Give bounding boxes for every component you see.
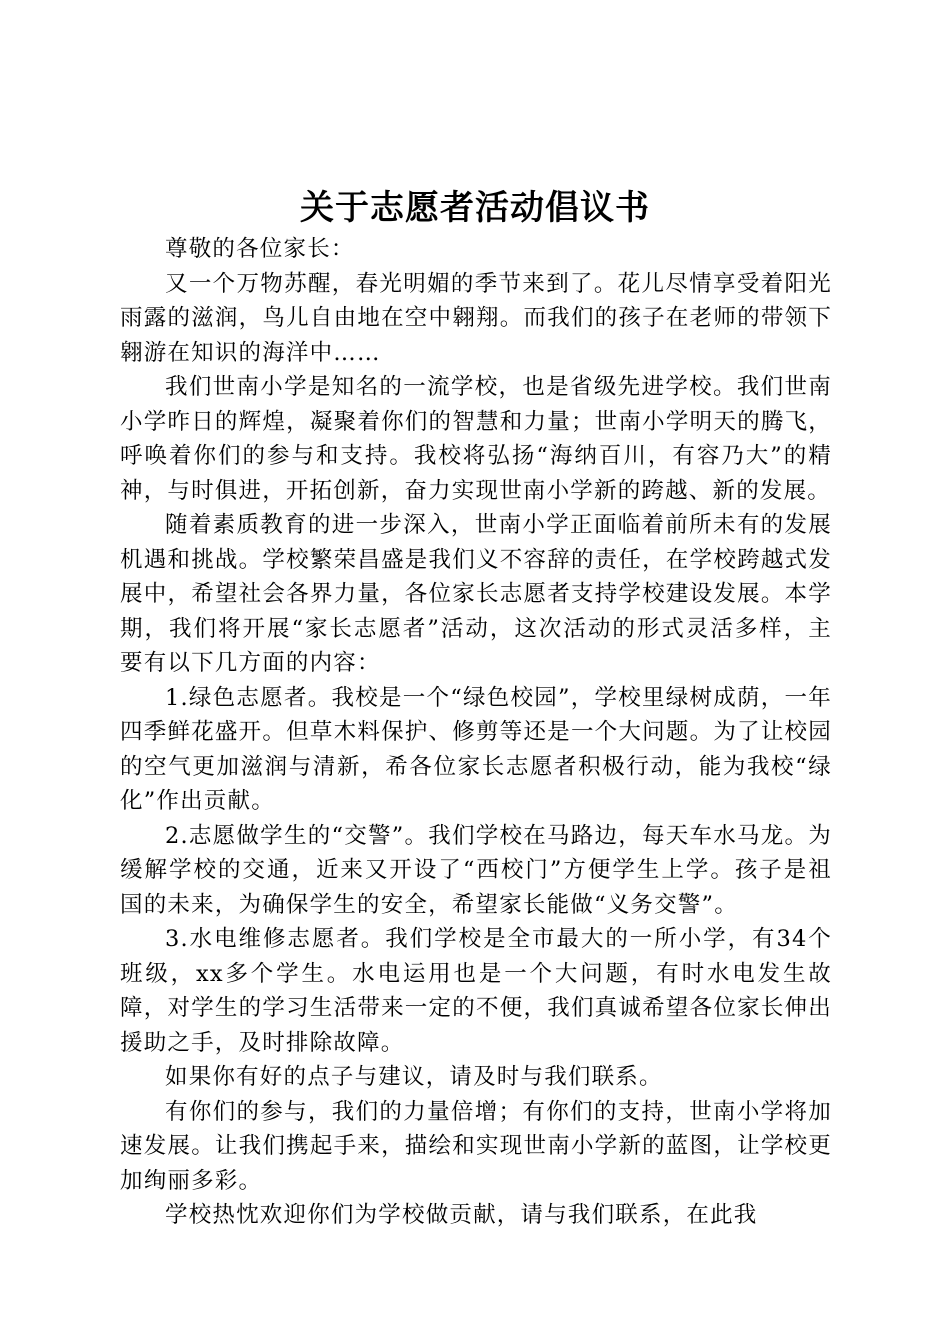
paragraph-contact: 如果你有好的点子与建议，请及时与我们联系。: [165, 1064, 663, 1090]
paragraph-support: 有你们的参与，我们的力量倍增；有你们的支持，世南小学将加速发展。让我们携起手来，描绘和实现世南小学新的蓝图，让学校更加绚丽多彩。: [120, 1098, 832, 1194]
paragraph-intro: 又一个万物苏醒，春光明媚的季节来到了。花儿尽情享受着阳光雨露的滋润，鸟儿自由地在空中翱翔。而我们的孩子在老师的带领下翱游在知识的海洋中……: [120, 270, 832, 366]
paragraph-closing: 学校热忱欢迎你们为学校做贡献，请与我们联系，在此我: [165, 1202, 758, 1228]
item-repair-volunteer: 3.水电维修志愿者。我们学校是全市最大的一所小学，有34个班级，xx多个学生。水电运用也是一个大问题，有时水电发生故障，对学生的学习生活带来一定的不便，我们真诚希望各位家长伸出援助之手，及时排除故障。: [120, 926, 832, 1056]
salutation: 尊敬的各位家长：: [165, 236, 355, 262]
paragraph-school: 我们世南小学是知名的一流学校，也是省级先进学校。我们世南小学昨日的辉煌，凝聚着你们的智慧和力量；世南小学明天的腾飞，呼唤着你们的参与和支持。我校将弘扬“海纳百川，有容乃大”的精神，与时俱进，开拓创新，奋力实现世南小学新的跨越、新的发展。: [120, 374, 832, 504]
item-traffic-volunteer: 2.志愿做学生的“交警”。我们学校在马路边，每天车水马龙。为缓解学校的交通，近来又开设了“西校门”方便学生上学。孩子是祖国的未来，为确保学生的安全，希望家长能做“义务交警”。: [120, 822, 832, 918]
paragraph-activity: 随着素质教育的进一步深入，世南小学正面临着前所未有的发展机遇和挑战。学校繁荣昌盛是我们义不容辞的责任，在学校跨越式发展中，希望社会各界力量，各位家长志愿者支持学校建设发展。本学期，我们将开展“家长志愿者”活动，这次活动的形式灵活多样，主要有以下几方面的内容：: [120, 512, 832, 676]
document-title: 关于志愿者活动倡议书: [300, 188, 650, 228]
document-body: [120, 232, 832, 1233]
item-green-volunteer: 1.绿色志愿者。我校是一个“绿色校园”，学校里绿树成荫，一年四季鲜花盛开。但草木料保护、修剪等还是一个大问题。为了让校园的空气更加滋润与清新，希各位家长志愿者积极行动，能为我校“绿化”作出贡献。: [120, 684, 832, 814]
